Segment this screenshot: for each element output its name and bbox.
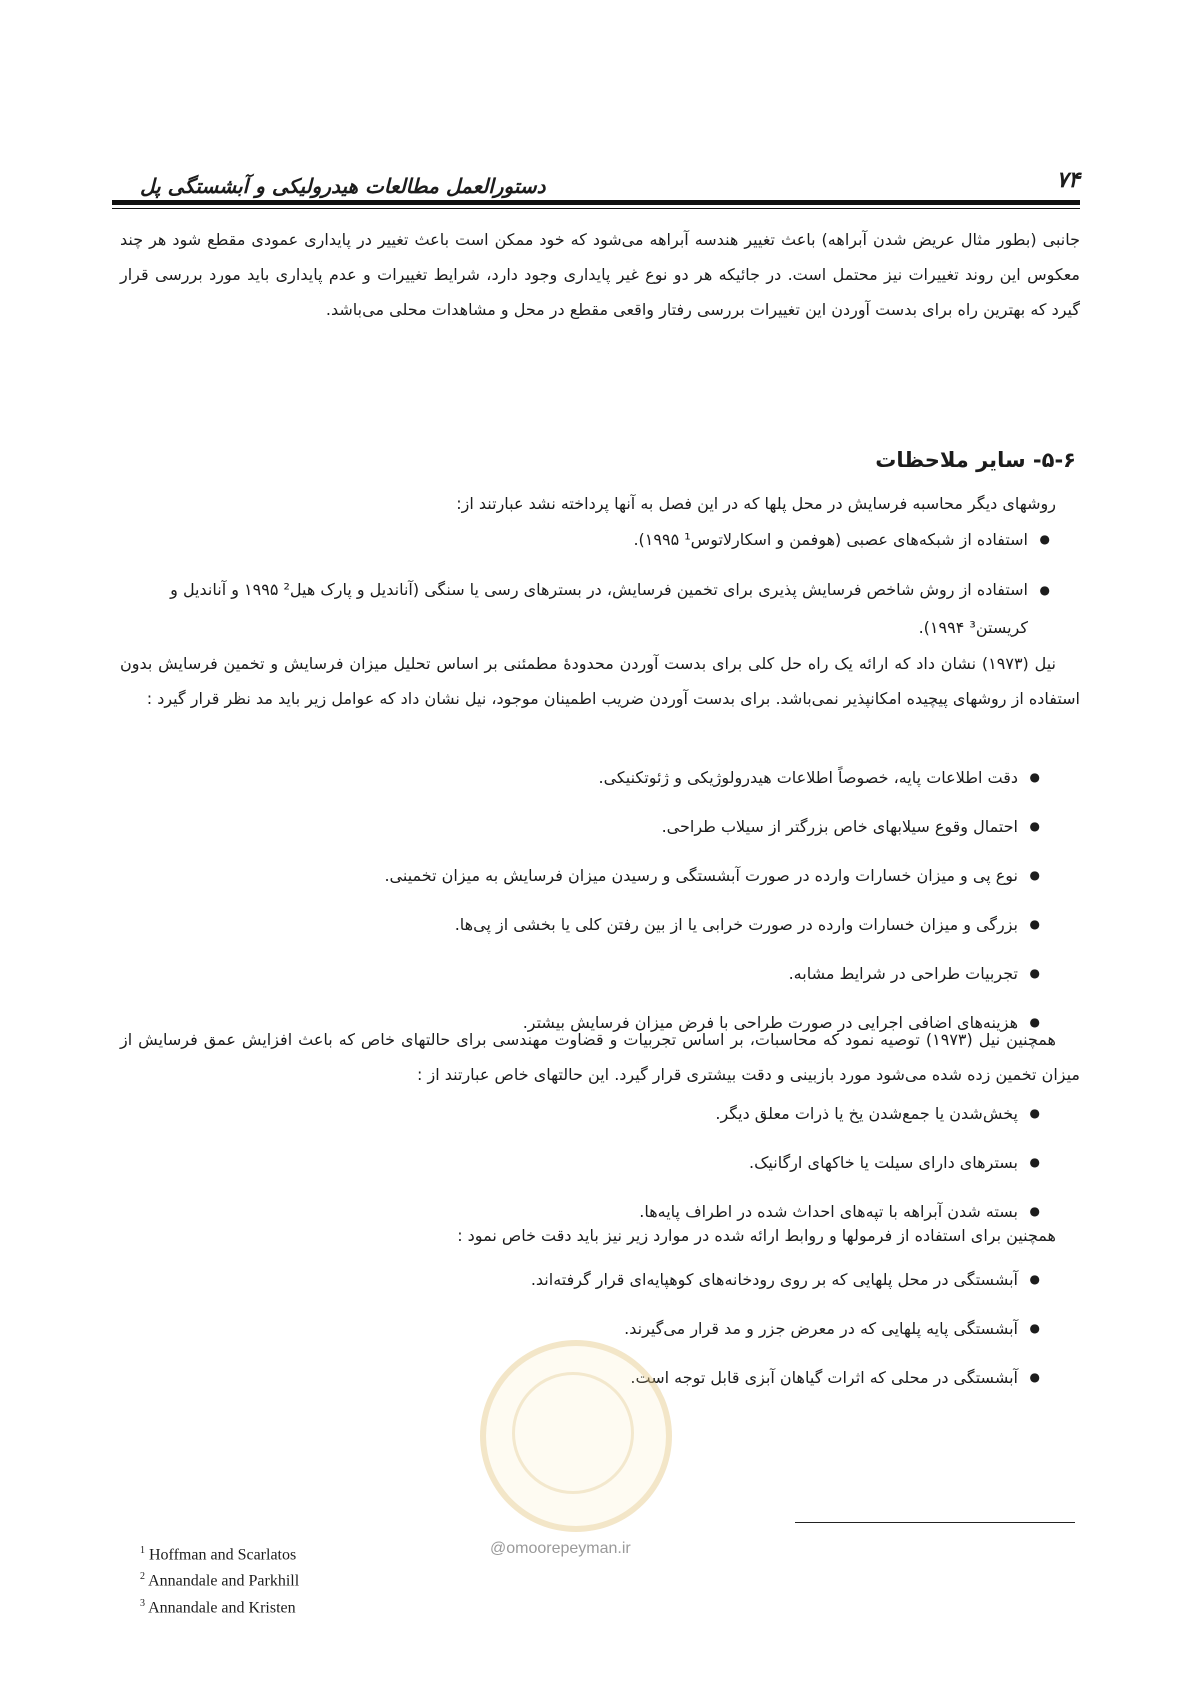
footnote-rule xyxy=(795,1522,1075,1523)
footnote-text: Hoffman and Scarlatos xyxy=(149,1546,297,1564)
watermark-seal-icon xyxy=(480,1340,672,1532)
list-item: ● بسته شدن آبراهه با تپه‌های احداث شده در اطراف پایه‌ها. xyxy=(120,1194,1040,1229)
list-item: ● تجربیات طراحی در شرایط مشابه. xyxy=(120,956,1040,991)
list-item: ● بسترهای دارای سیلت یا خاکهای ارگانیک. xyxy=(120,1145,1040,1180)
intro-paragraph: جانبی (بطور مثال عریض شدن آبراهه) باعث تغییر هندسه آبراهه می‌شود که خود ممکن است باعث تغییر در پایداری عمودی مقطع شود هر چند معکوس این روند تغییرات نیز محتمل است. در جائیکه هر دو نوع غیر پایداری وجود دارد، شرایط تغییرات و عدم پایداری باید مورد بررسی قرار گیرد که بهترین راه برای بدست آوردن این تغییرات بررسی رفتار واقعی مقطع در محل و مشاهدات محلی می‌باشد. xyxy=(120,230,1080,319)
list-item: ● بزرگی و میزان خسارات وارده در صورت خرابی یا از بین رفتن کلی یا بخشی از پی‌ها. xyxy=(120,907,1040,942)
list-item: ● آبشستگی پایه پلهایی که در معرض جزر و مد قرار می‌گیرند. xyxy=(120,1311,1040,1346)
list-item: ● نوع پی و میزان خسارات وارده در صورت آبشستگی و رسیدن میزان فرسایش به میزان تخمینی. xyxy=(120,858,1040,893)
list-item: ● استفاده از شبکه‌های عصبی (هوفمن و اسکارلاتوس¹ ۱۹۹۵). xyxy=(120,522,1050,557)
neill-paragraph: نیل (۱۹۷۳) نشان داد که ارائه یک راه حل کلی برای بدست آوردن محدودهٔ مطمئنی بر اساس تحلیل میزان فرسایش و تخمین فرسایش بدون استفاده از روشهای پیچیده امکانپذیر نمی‌باشد. برای بدست آوردن ضریب اطمینان موجود، نیل نشان داد که عوامل زیر باید مد نظر قرار گیرد : xyxy=(120,654,1080,708)
list-item: ● پخش‌شدن یا جمع‌شدن یخ یا ذرات معلق دیگر. xyxy=(120,1096,1040,1131)
footnote-item xyxy=(140,1540,540,1566)
recommendation-paragraph: همچنین نیل (۱۹۷۳) توصیه نمود که محاسبات، بر اساس تجربیات و قضاوت مهندسی برای حالتهای خاص که باعث افزایش عمق فرسایش از میزان تخمین زده شده می‌شود مورد بازبینی و دقت بیشتری قرار گیرد. این حالتهای خاص عبارتند از : xyxy=(120,1030,1080,1084)
footnote-mark: 1 xyxy=(140,1545,145,1556)
methods-intro: روشهای دیگر محاسبه فرسایش در محل پلها که در این فصل به آنها پرداخته نشد عبارتند از: xyxy=(456,494,1056,513)
footnote-text: Annandale and Kristen xyxy=(148,1598,296,1616)
watermark-text: @omoorepeyman.ir xyxy=(490,1540,631,1557)
section-heading: ۵-۶- سایر ملاحظات xyxy=(875,448,1076,472)
header-rule-thick xyxy=(112,200,1080,205)
footnote-item xyxy=(140,1593,540,1619)
footnotes xyxy=(140,1540,540,1619)
footnote-mark: 2 xyxy=(140,1571,145,1583)
formulas-paragraph: همچنین برای استفاده از فرمولها و روابط ارائه شده در موارد زیر نیز باید دقت خاص نمود : xyxy=(457,1226,1056,1245)
page-number: ۷۴ xyxy=(1056,168,1080,193)
header-rule-thin xyxy=(112,208,1080,209)
footnote-mark: 3 xyxy=(140,1597,145,1609)
running-title: دستورالعمل مطالعات هیدرولیکی و آبشستگی پل xyxy=(140,174,546,198)
list-item: ● دقت اطلاعات پایه، خصوصاً اطلاعات هیدرولوژیکی و ژئوتکنیکی. xyxy=(120,760,1040,795)
list-item: ● آبشستگی در محلی که اثرات گیاهان آبزی قابل توجه است. xyxy=(120,1360,1040,1395)
list-item: ● احتمال وقوع سیلابهای خاص بزرگتر از سیلاب طراحی. xyxy=(120,809,1040,844)
footnote-text: Annandale and Parkhill xyxy=(148,1572,300,1590)
methods-list xyxy=(120,522,1050,661)
list-item: ● آبشستگی در محل پلهایی که بر روی رودخانه‌های کوهپایه‌ای قرار گرفته‌اند. xyxy=(120,1262,1040,1297)
list-item: ● هزینه‌های اضافی اجرایی در صورت طراحی با فرض میزان فرسایش بیشتر. xyxy=(120,1005,1040,1040)
footnote-item xyxy=(140,1566,540,1592)
list-item: ● استفاده از روش شاخص فرسایش پذیری برای تخمین فرسایش، در بسترهای رسی یا سنگی (آناندیل و پارک هیل² ۱۹۹۵ و آناندیل و کریستن³ ۱۹۹۴). xyxy=(120,571,1050,647)
factors-list xyxy=(120,760,1040,1054)
